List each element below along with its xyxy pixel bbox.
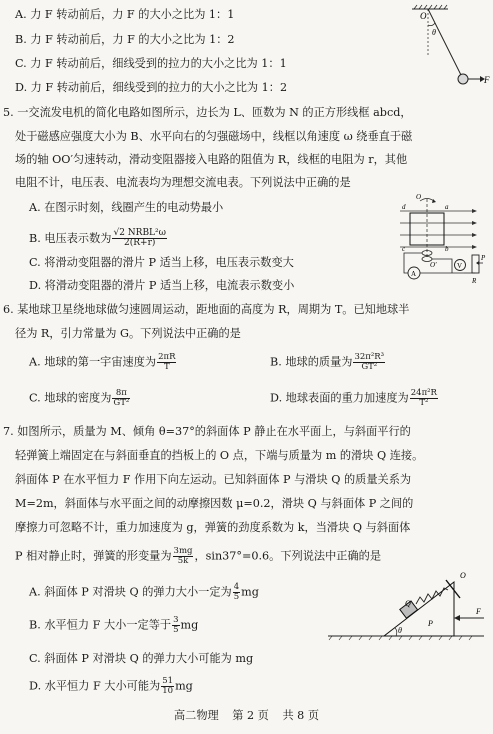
q5-option-d: D. 将滑动变阻器的滑片 P 适当上移，电流表示数变小 [29, 279, 295, 292]
q7-incline-figure [328, 570, 488, 642]
q5-stem-line1: 5. 一交流发电机的简化电路如图所示，边长为 L、匝数为 N 的正方形线框 abcd， [3, 106, 412, 119]
q6-stem-line2: 径为 R，引力常量为 G。下列说法中正确的是 [15, 327, 241, 340]
q4-option-c: C. 力 F 转动前后，细线受到的拉力的大小之比为 1：1 [15, 57, 287, 70]
q5-fig-c: c [402, 245, 406, 253]
page-footer [0, 710, 493, 721]
q7-option-c: C. 斜面体 P 对滑块 Q 的弹力大小可能为 mg [29, 652, 254, 665]
q5-fig-r: R [472, 277, 477, 285]
q5-stem-line4: 电阻不计，电压表、电流表均为理想交流电表。下列说法中正确的是 [15, 176, 351, 189]
q5-stem-line2: 处于磁感应强度大小为 B、水平向右的匀强磁场中，线框以角速度 ω 绕垂直于磁 [15, 130, 413, 143]
footer-page: 第 2 页 [232, 709, 269, 722]
q7-stem-line1: 7. 如图所示，质量为 M、倾角 θ=37°的斜面体 P 静止在水平面上，与斜面平行的 [3, 425, 411, 438]
q7-stem-line3: 斜面体 P 在水平恒力 F 作用下向左运动。已知斜面体 P 与滑块 Q 的质量关系为 [15, 473, 412, 486]
q5-fig-ammeter: A [411, 270, 417, 278]
q7-option-d: D. 水平恒力 F 大小可能为 $\frac{51}{10}$ mg [29, 676, 193, 696]
q7-fig-o: O [460, 571, 466, 580]
q5-generator-figure [392, 193, 488, 293]
q6-option-b: B. 地球的质量为 $\frac{\text{32π²R³}}{\text{GT²}}$ [270, 352, 385, 372]
q4-option-d: D. 力 F 转动前后，细线受到的拉力的大小之比为 1：2 [15, 81, 288, 94]
q5-option-c: C. 将滑动变阻器的滑片 P 适当上移，电压表示数变大 [29, 256, 294, 269]
q7-fig-p: P [428, 619, 433, 628]
q7-fig-theta: θ [398, 626, 402, 635]
footer-subject: 高二物理 [173, 709, 219, 722]
q5-fig-b: b [445, 245, 449, 253]
q4-fig-theta: θ [432, 28, 436, 37]
q5-fig-o-prime: O′ [430, 261, 437, 269]
q7-fig-f: F [476, 607, 481, 616]
q5-fig-a: a [445, 203, 449, 211]
q7-option-b: B. 水平恒力 F 大小一定等于 $\frac{3}{5}$ mg [29, 615, 199, 635]
q5-fig-p: P [481, 254, 486, 262]
q4-fig-f: F [484, 75, 490, 85]
q5-option-b: B. 电压表示数为 $\frac{\text{√2 NRBL²ω}}{2(R+r)}$ [29, 228, 166, 249]
q7-stem-line6: P 相对静止时，弹簧的形变量为 $\frac{3mg}{5k}$ ，sin37°=0.6。下列说法中正确的是 [15, 546, 382, 566]
q5-fig-voltmeter: V [457, 262, 463, 270]
q7-fig-q: Q [405, 599, 411, 608]
q7-option-a: A. 斜面体 P 对滑块 Q 的弹力大小一定为 $\frac{4}{5}$ mg [29, 582, 259, 602]
q6-option-a: A. 地球的第一宇宙速度为 $\frac{2\pi R}{T}$ [29, 352, 176, 372]
q7-stem-line5: 摩擦力可忽略不计，重力加速度为 g，弹簧的劲度系数为 k，当滑块 Q 与斜面体 [15, 521, 411, 534]
q6-option-d: D. 地球表面的重力加速度为 $\frac{\text{24π²R}}{\text{T²}}$ [270, 388, 437, 408]
q7-stem-line4: M=2m，斜面体与水平面之间的动摩擦因数 μ=0.2，滑块 Q 与斜面体 P 之间的 [15, 497, 414, 510]
q5-stem-line3: 场的轴 OO′匀速转动，滑动变阻器接入电路的阻值为 R，线框的电阻为 r，其他 [15, 153, 408, 166]
q5-option-a: A. 在图示时刻，线圈产生的电动势最小 [29, 201, 224, 214]
q5-fig-d: d [402, 203, 406, 211]
footer-total: 共 8 页 [282, 709, 320, 722]
q4-fig-o: O [420, 11, 427, 21]
q6-option-c: C. 地球的密度为 $\frac{8\pi}{\text{GT²}}$ [29, 388, 130, 408]
q4-option-a: A. 力 F 转动前后，力 F 的大小之比为 1：1 [15, 8, 235, 21]
q5-fig-o: O [416, 193, 422, 201]
q6-stem-line1: 6. 某地球卫星绕地球做匀速圆周运动，距地面的高度为 R，周期为 T。已知地球半 [3, 303, 410, 316]
q7-stem-line2: 轻弹簧上端固定在与斜面垂直的挡板上的 O 点，下端与质量为 m 的滑块 Q 连接。 [15, 449, 424, 462]
q4-option-b: B. 力 F 转动前后，力 F 的大小之比为 1：2 [15, 33, 235, 46]
q4-pendulum-figure [398, 5, 488, 105]
